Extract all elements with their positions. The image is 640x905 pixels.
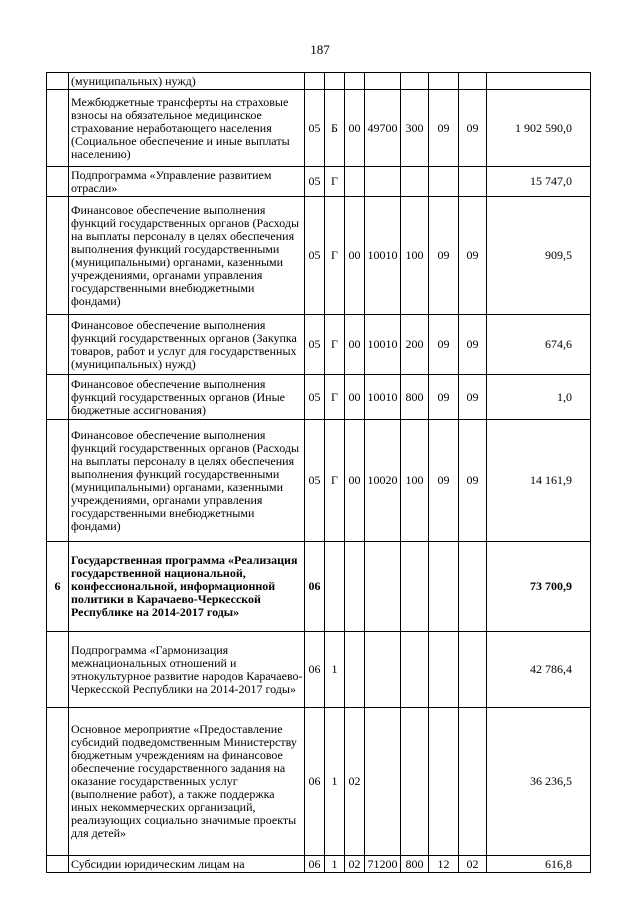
cell-c4 — [365, 167, 401, 197]
table-row — [47, 632, 591, 708]
cell-c2: 1 — [325, 856, 345, 873]
cell-c4: 10020 — [365, 420, 401, 542]
cell-amount — [487, 73, 591, 90]
cell-c4 — [365, 632, 401, 708]
cell-c4: 71200 — [365, 856, 401, 873]
cell-c3: 02 — [345, 856, 365, 873]
cell-c1: 05 — [305, 315, 325, 375]
cell-c3 — [345, 542, 365, 632]
cell-c1: 06 — [305, 708, 325, 856]
cell-c1 — [305, 73, 325, 90]
cell-amount: 674,6 — [487, 315, 591, 375]
cell-amount: 36 236,5 — [487, 708, 591, 856]
cell-c6 — [429, 708, 459, 856]
cell-c2: 1 — [325, 632, 345, 708]
cell-amount: 616,8 — [487, 856, 591, 873]
cell-name: Финансовое обеспечение выполнения функций государственных органов (Иные бюджетные ассигнования) — [69, 375, 305, 420]
cell-amount: 73 700,9 — [487, 542, 591, 632]
cell-c3 — [345, 73, 365, 90]
cell-c6: 09 — [429, 197, 459, 315]
cell-c6 — [429, 632, 459, 708]
cell-name: Финансовое обеспечение выполнения функций государственных органов (Расходы на выплаты персоналу в целях обеспечения выполнения функций государственными (муниципальными) органами, казенными учреждениями, органами управления государственными внебюджетными фондами) — [69, 197, 305, 315]
cell-name: Государственная программа «Реализация государственной национальной, конфессиональной, информационной политики в Карачаево-Черкесской Республике на 2014-2017 годы» — [69, 542, 305, 632]
cell-c2: Г — [325, 375, 345, 420]
cell-c7: 09 — [459, 197, 487, 315]
cell-c2: Г — [325, 420, 345, 542]
cell-c3: 00 — [345, 420, 365, 542]
cell-c2: 1 — [325, 708, 345, 856]
table-row — [47, 542, 591, 632]
table-row — [47, 420, 591, 542]
table-row — [47, 90, 591, 167]
budget-table — [46, 72, 591, 873]
cell-c7: 09 — [459, 420, 487, 542]
cell-c2: Г — [325, 197, 345, 315]
cell-c1: 05 — [305, 167, 325, 197]
cell-name: Основное мероприятие «Предоставление субсидий подведомственным Министерству бюджетным учреждениям на финансовое обеспечение государственного задания на оказание государственных услуг (выполнение работ), а также поддержка иных некоммерческих организаций, реализующих социально значимые проекты для детей» — [69, 708, 305, 856]
cell-c4: 10010 — [365, 197, 401, 315]
cell-c5 — [401, 542, 429, 632]
cell-c1: 05 — [305, 90, 325, 167]
cell-c3: 00 — [345, 315, 365, 375]
cell-c7: 02 — [459, 856, 487, 873]
cell-c5: 300 — [401, 90, 429, 167]
cell-c7 — [459, 632, 487, 708]
cell-num — [47, 315, 69, 375]
cell-c7: 09 — [459, 315, 487, 375]
cell-c1: 06 — [305, 856, 325, 873]
cell-c3 — [345, 167, 365, 197]
cell-c7 — [459, 167, 487, 197]
cell-amount: 909,5 — [487, 197, 591, 315]
cell-c5 — [401, 167, 429, 197]
page-number: 187 — [310, 42, 330, 57]
cell-c4: 49700 — [365, 90, 401, 167]
cell-c5 — [401, 73, 429, 90]
cell-c3: 00 — [345, 90, 365, 167]
cell-c7 — [459, 708, 487, 856]
cell-c5 — [401, 632, 429, 708]
table-row — [47, 167, 591, 197]
cell-num — [47, 197, 69, 315]
cell-amount: 1 902 590,0 — [487, 90, 591, 167]
cell-c6: 09 — [429, 90, 459, 167]
cell-num: 6 — [47, 542, 69, 632]
cell-c4: 10010 — [365, 315, 401, 375]
cell-c4 — [365, 73, 401, 90]
cell-c5: 800 — [401, 856, 429, 873]
table-row — [47, 315, 591, 375]
cell-c1: 06 — [305, 632, 325, 708]
cell-c5: 100 — [401, 420, 429, 542]
cell-name: Межбюджетные трансферты на страховые взносы на обязательное медицинское страхование неработающего населения (Социальное обеспечение и иные выплаты населению) — [69, 90, 305, 167]
cell-c7 — [459, 542, 487, 632]
cell-c6: 09 — [429, 420, 459, 542]
cell-amount: 15 747,0 — [487, 167, 591, 197]
cell-amount: 1,0 — [487, 375, 591, 420]
cell-c4 — [365, 708, 401, 856]
cell-c3: 02 — [345, 708, 365, 856]
cell-name: Субсидии юридическим лицам на — [69, 856, 305, 873]
cell-c5: 800 — [401, 375, 429, 420]
cell-c1: 05 — [305, 420, 325, 542]
cell-num — [47, 856, 69, 873]
cell-name: Финансовое обеспечение выполнения функций государственных органов (Закупка товаров, работ и услуг для государственных (муниципальных) нужд) — [69, 315, 305, 375]
cell-c5: 200 — [401, 315, 429, 375]
cell-num — [47, 167, 69, 197]
cell-name: Подпрограмма «Гармонизация межнациональных отношений и этнокультурное развитие народов Карачаево-Черкесской Республики на 2014-2017 годы» — [69, 632, 305, 708]
cell-c1: 05 — [305, 375, 325, 420]
cell-num — [47, 632, 69, 708]
cell-c7: 09 — [459, 375, 487, 420]
cell-c1: 06 — [305, 542, 325, 632]
cell-c4 — [365, 542, 401, 632]
cell-c7: 09 — [459, 90, 487, 167]
cell-c6 — [429, 542, 459, 632]
cell-c3 — [345, 632, 365, 708]
cell-c6 — [429, 73, 459, 90]
cell-c2 — [325, 542, 345, 632]
cell-c2: Б — [325, 90, 345, 167]
cell-c3: 00 — [345, 197, 365, 315]
cell-c6: 12 — [429, 856, 459, 873]
cell-amount: 14 161,9 — [487, 420, 591, 542]
cell-c2 — [325, 73, 345, 90]
cell-c5 — [401, 708, 429, 856]
table-row — [47, 73, 591, 90]
table-row — [47, 375, 591, 420]
cell-name: Финансовое обеспечение выполнения функций государственных органов (Расходы на выплаты персоналу в целях обеспечения выполнения функций государственными (муниципальными) органами, казенными учреждениями, органами управления государственными внебюджетными фондами) — [69, 420, 305, 542]
cell-num — [47, 90, 69, 167]
table-row — [47, 856, 591, 873]
cell-c6 — [429, 167, 459, 197]
cell-c2: Г — [325, 167, 345, 197]
table-row — [47, 197, 591, 315]
cell-c4: 10010 — [365, 375, 401, 420]
cell-name: Подпрограмма «Управление развитием отрасли» — [69, 167, 305, 197]
cell-c7 — [459, 73, 487, 90]
cell-c1: 05 — [305, 197, 325, 315]
cell-num — [47, 73, 69, 90]
cell-c6: 09 — [429, 315, 459, 375]
table-row — [47, 708, 591, 856]
cell-num — [47, 420, 69, 542]
cell-amount: 42 786,4 — [487, 632, 591, 708]
cell-c6: 09 — [429, 375, 459, 420]
cell-num — [47, 375, 69, 420]
cell-c5: 100 — [401, 197, 429, 315]
cell-c3: 00 — [345, 375, 365, 420]
cell-num — [47, 708, 69, 856]
cell-name: (муниципальных) нужд) — [69, 73, 305, 90]
cell-c2: Г — [325, 315, 345, 375]
